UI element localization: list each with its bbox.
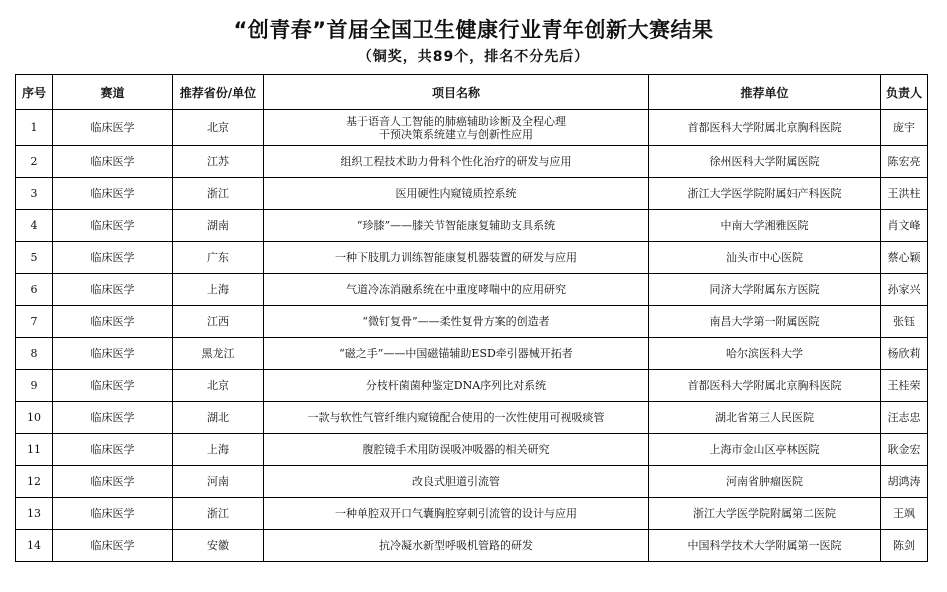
cell-index: 1 [16,110,53,146]
cell-unit: 湖北省第三人民医院 [649,402,881,434]
cell-project: “磁之手”——中国磁锚辅助ESD牵引器械开拓者 [264,338,649,370]
cell-unit: 哈尔滨医科大学 [649,338,881,370]
cell-project: 一种下肢肌力训练智能康复机器装置的研发与应用 [264,242,649,274]
cell-leader: 王洪柱 [881,178,928,210]
cell-index: 7 [16,306,53,338]
cell-province: 河南 [173,466,264,498]
cell-index: 14 [16,530,53,562]
cell-province: 广东 [173,242,264,274]
document-subtitle: （铜奖，共89个，排名不分先后） [357,49,590,65]
cell-province: 浙江 [173,498,264,530]
cell-index: 8 [16,338,53,370]
table-row [16,178,928,210]
cell-province: 北京 [173,370,264,402]
table-row [16,338,928,370]
cell-project: 一款与软性气管纤维内窥镜配合使用的一次性使用可视吸痰管 [264,402,649,434]
cell-track: 临床医学 [53,178,173,210]
table-row [16,146,928,178]
cell-project: 组织工程技术助力骨科个性化治疗的研发与应用 [264,146,649,178]
cell-project: 一种单腔双开口气囊胸腔穿刺引流管的设计与应用 [264,498,649,530]
cell-project: “珍膝”——膝关节智能康复辅助支具系统 [264,210,649,242]
cell-project: 基于语音人工智能的肺癌辅助诊断及全程心理 干预决策系统建立与创新性应用 [264,110,649,146]
cell-unit: 河南省肿瘤医院 [649,466,881,498]
header-province: 推荐省份/单位 [173,75,264,110]
table-header-row [16,75,928,110]
cell-index: 12 [16,466,53,498]
cell-index: 9 [16,370,53,402]
cell-leader: 王桂荣 [881,370,928,402]
cell-province: 浙江 [173,178,264,210]
cell-unit: 同济大学附属东方医院 [649,274,881,306]
header-leader: 负责人 [881,75,928,110]
cell-leader: 汪志忠 [881,402,928,434]
cell-unit: 徐州医科大学附属医院 [649,146,881,178]
cell-project: 抗冷凝水新型呼吸机管路的研发 [264,530,649,562]
cell-leader: 杨欣莉 [881,338,928,370]
cell-project: 气道冷冻消融系统在中重度哮喘中的应用研究 [264,274,649,306]
header-index: 序号 [16,75,53,110]
cell-index: 11 [16,434,53,466]
cell-project: “微钉复骨”——柔性复骨方案的创造者 [264,306,649,338]
cell-project: 分枝杆菌菌种鉴定DNA序列比对系统 [264,370,649,402]
cell-province: 湖南 [173,210,264,242]
cell-unit: 浙江大学医学院附属妇产科医院 [649,178,881,210]
cell-index: 13 [16,498,53,530]
cell-leader: 蔡心颖 [881,242,928,274]
cell-project: 腹腔镜手术用防误吸冲吸器的相关研究 [264,434,649,466]
table-row [16,498,928,530]
cell-leader: 张钰 [881,306,928,338]
cell-project: 改良式胆道引流管 [264,466,649,498]
table-row [16,210,928,242]
table-row [16,530,928,562]
cell-unit: 中国科学技术大学附属第一医院 [649,530,881,562]
cell-leader: 肖文峰 [881,210,928,242]
results-table [15,74,928,562]
cell-track: 临床医学 [53,434,173,466]
cell-province: 江苏 [173,146,264,178]
cell-track: 临床医学 [53,274,173,306]
table-row [16,274,928,306]
cell-province: 安徽 [173,530,264,562]
cell-index: 6 [16,274,53,306]
cell-leader: 王飒 [881,498,928,530]
cell-province: 湖北 [173,402,264,434]
cell-province: 江西 [173,306,264,338]
cell-index: 4 [16,210,53,242]
table-row [16,370,928,402]
cell-index: 3 [16,178,53,210]
cell-unit: 浙江大学医学院附属第二医院 [649,498,881,530]
cell-unit: 上海市金山区亭林医院 [649,434,881,466]
cell-track: 临床医学 [53,370,173,402]
header-project: 项目名称 [264,75,649,110]
cell-unit: 中南大学湘雅医院 [649,210,881,242]
cell-leader: 耿金宏 [881,434,928,466]
cell-track: 临床医学 [53,338,173,370]
cell-leader: 陈宏亮 [881,146,928,178]
cell-unit: 南昌大学第一附属医院 [649,306,881,338]
cell-unit: 首都医科大学附属北京胸科医院 [649,370,881,402]
document-title: “创青春”首届全国卫生健康行业青年创新大赛结果 [233,18,714,42]
cell-leader: 庞宇 [881,110,928,146]
header-track: 赛道 [53,75,173,110]
cell-project: 医用硬性内窥镜质控系统 [264,178,649,210]
cell-track: 临床医学 [53,306,173,338]
cell-leader: 孙家兴 [881,274,928,306]
table-row [16,434,928,466]
cell-province: 上海 [173,274,264,306]
table-row [16,466,928,498]
cell-leader: 陈剑 [881,530,928,562]
cell-index: 10 [16,402,53,434]
cell-unit: 首都医科大学附属北京胸科医院 [649,110,881,146]
cell-track: 临床医学 [53,110,173,146]
cell-leader: 胡鸿涛 [881,466,928,498]
cell-track: 临床医学 [53,402,173,434]
cell-track: 临床医学 [53,146,173,178]
cell-track: 临床医学 [53,498,173,530]
table-row [16,306,928,338]
cell-track: 临床医学 [53,466,173,498]
cell-track: 临床医学 [53,530,173,562]
cell-track: 临床医学 [53,210,173,242]
cell-unit: 汕头市中心医院 [649,242,881,274]
table-row [16,110,928,146]
table-row [16,242,928,274]
table-row [16,402,928,434]
cell-index: 2 [16,146,53,178]
cell-track: 临床医学 [53,242,173,274]
cell-index: 5 [16,242,53,274]
header-unit: 推荐单位 [649,75,881,110]
cell-province: 北京 [173,110,264,146]
cell-province: 上海 [173,434,264,466]
cell-province: 黑龙江 [173,338,264,370]
